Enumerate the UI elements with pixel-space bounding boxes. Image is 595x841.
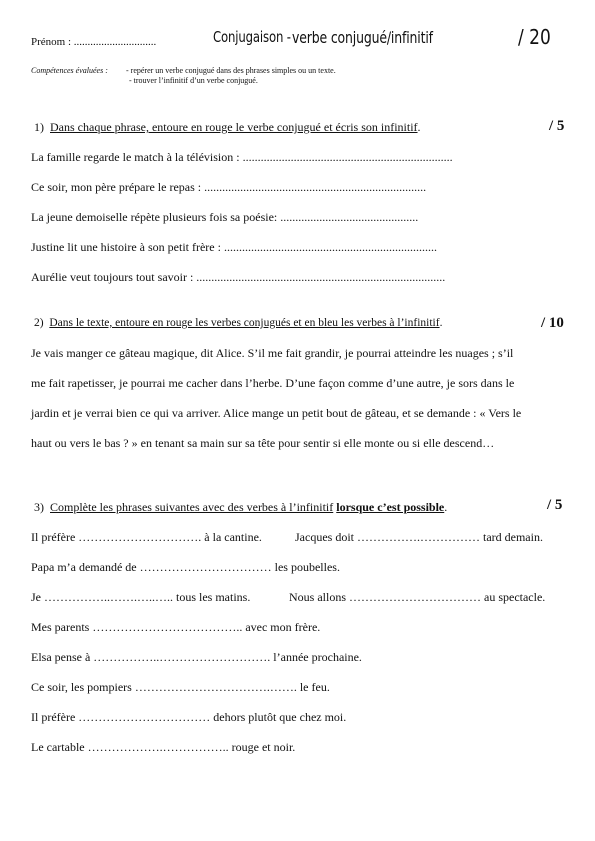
fill-sentence: Je ……………..…….…..….. tous les matins. [31,590,251,604]
competences-label: Compétences évaluées : [31,66,108,75]
fill-sentence: Il préfère …………………………. à la cantine. [31,530,262,544]
fill-sentence: Jacques doit …………….…………… tard demain. [295,530,543,544]
exercise-2-heading: 2) Dans le texte, entoure en rouge les verbes conjugués et en bleu les verbes à l’infinitif. [34,317,443,329]
competence-item: - trouver l’infinitif d’un verbe conjugué. [129,76,258,85]
exercise-number: 3) [34,500,44,514]
exercise-1-heading: 1) Dans chaque phrase, entoure en rouge le verbe conjugué et écris son infinitif. [34,120,421,134]
exercise-instruction-emphasis: lorsque c’est possible [336,500,445,514]
exercise-instruction: Complète les phrases suivantes avec des verbes à l’infinitif [50,500,334,514]
fill-sentence: Papa m’a demandé de …………………………… les poubelles. [31,560,340,574]
sentence: Aurélie veut toujours tout savoir : ................................................................................... [31,270,446,284]
fill-sentence: Le cartable ……………….…………….. rouge et noir. [31,740,296,754]
fill-sentence: Mes parents ……………………………….. avec mon frère. [31,620,321,634]
prenom-field[interactable]: Prénom : .............................. [31,36,157,48]
sentence: La famille regarde le match à la télévision : ...................................................................... [31,150,453,164]
sentence: Justine lit une histoire à son petit frère : ....................................................................... [31,240,437,254]
sentence: La jeune demoiselle répète plusieurs fois sa poésie: .............................................. [31,210,419,224]
exercise-number: 2) [34,317,44,329]
exercise-3-heading: 3) Complète les phrases suivantes avec des verbes à l’infinitif lorsque c’est possible. [34,500,448,514]
text-line: jardin et je verrai bien ce qui va arriver. Alice mange un petit bout de gâteau, et se demande : « Vers le [31,406,522,420]
fill-sentence: Nous allons …………………………… au spectacle. [289,590,546,604]
page-title: verbe conjugué/infinitif [292,28,433,47]
fill-sentence: Ce soir, les pompiers …………………………….……. le feu. [31,680,330,694]
text-line: haut ou vers le bas ? » en tenant sa main sur sa tête pour sentir si elle monte ou si elle descend… [31,436,495,450]
exercise-instruction: Dans chaque phrase, entoure en rouge le verbe conjugué et écris son infinitif [50,120,418,134]
exercise-1-score: / 5 [549,118,565,134]
exercise-2-score: / 10 [541,315,564,331]
exercise-instruction: Dans le texte, entoure en rouge les verbes conjugués et en bleu les verbes à l’infinitif [49,317,440,329]
competence-item: - repérer un verbe conjugué dans des phrases simples ou un texte. [126,66,336,75]
sentence: Ce soir, mon père prépare le repas : .......................................................................... [31,180,427,194]
fill-sentence: Elsa pense à ……………..………………………. l’année prochaine. [31,650,362,664]
text-line: Je vais manger ce gâteau magique, dit Alice. S’il me fait grandir, je pourrai atteindre les nuages ; s’il [31,346,514,360]
exercise-number: 1) [34,120,44,134]
fill-sentence: Il préfère …………………………… dehors plutôt que chez moi. [31,710,347,724]
text-line: me fait rapetisser, je pourrai me cacher dans l’herbe. D’une façon comme d’une autre, je sors dans le [31,376,515,390]
page-title-prefix: Conjugaison - [213,28,291,46]
total-score: / 20 [518,25,551,49]
exercise-3-score: / 5 [547,497,563,513]
